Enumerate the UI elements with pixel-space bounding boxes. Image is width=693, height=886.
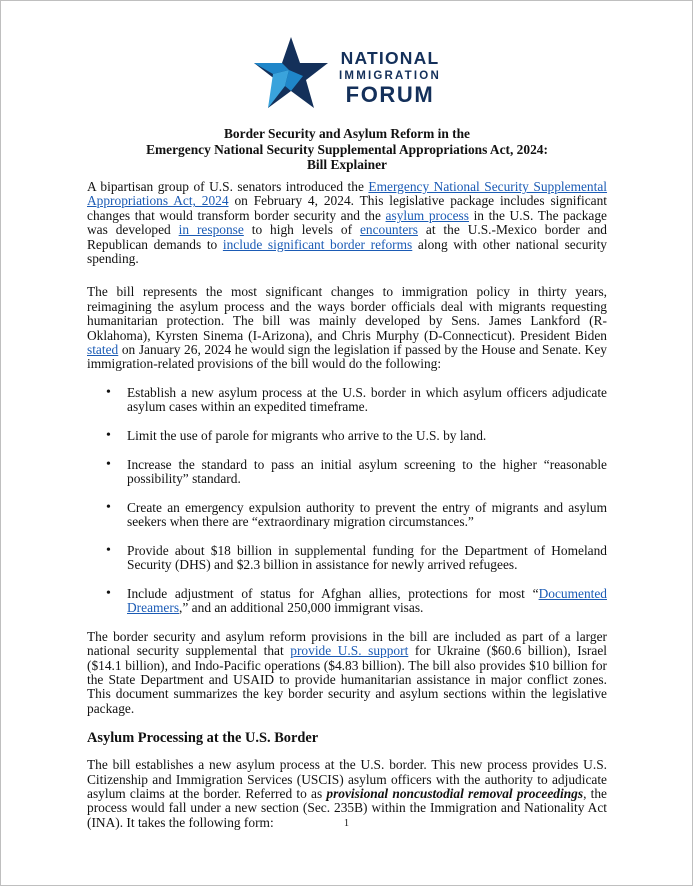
logo-text [337, 34, 443, 106]
intro-text: A bipartisan group of U.S. senators introduced the [87, 179, 369, 194]
funding-text: for Ukraine ($60.6 billion), Israel ($14.1 billion), and Indo-Pacific operations ($4.83 billion). The bill also provides $10 billion for the State Department and USAID to provide humanitarian assistance in major conflict zones. This document summarizes the key border security and asylum sections within the legislative package. [87, 643, 607, 716]
list-item-text: Provide about $18 billion in supplemental funding for the Department of Homeland Security (DHS) and $2.3 billion in assistance for newly arrived refugees. [127, 542, 607, 573]
link-in-response[interactable]: in response [178, 222, 244, 238]
asylum-text: , the process would fall under a new section (Sec. 235B) within the Immigration and Nationality Act (INA). It takes the following form: [87, 786, 608, 830]
bullet-icon: • [106, 542, 111, 558]
list-item [87, 386, 607, 415]
list-item-text: Establish a new asylum process at the U.S. border in which asylum officers adjudicate asylum cases within an expedited timeframe. [127, 384, 607, 415]
list-item [87, 501, 607, 530]
link-encounters[interactable]: encounters [359, 222, 418, 238]
link-stated[interactable]: stated [87, 342, 119, 358]
list-item [87, 587, 607, 616]
logo-line-immigration: IMMIGRATION [339, 69, 441, 82]
list-item-text: Limit the use of parole for migrants who arrive to the U.S. by land. [127, 427, 487, 443]
asylum-text: The bill establishes a new asylum process at the U.S. border. This new process provides U.S. Citizenship and Immigration Services (USCIS) asylum officers with the authority to adjudicate asylum claims at the border. Referred to as [87, 757, 607, 802]
bullet-icon: • [106, 384, 111, 400]
bullet-icon: • [106, 456, 111, 472]
overview-text: The bill represents the most significant changes to immigration policy in thirty years, reimagining the asylum process and the ways border officials deal with migrants requesting humanitarian protection. The bill was mainly developed by Sens. James Lankford (R-Oklahoma), Kyrsten Sinema (I-Arizona), and Chris Murphy (D-Connecticut). President Biden [87, 284, 607, 343]
intro-text: in the U.S. The package was developed [87, 207, 607, 238]
provisions-list [87, 386, 607, 616]
link-provide-us-support[interactable]: provide U.S. support [290, 643, 409, 659]
page-number: 1 [344, 818, 349, 829]
document-title [61, 126, 633, 173]
overview-text: on January 26, 2024 he would sign the legislation if passed by the House and Senate. Key immigration-related provisions of the bill would do the following: [87, 342, 607, 372]
link-emergency-supplemental-act[interactable]: Emergency National Security Supplemental Appropriations Act, 2024 [87, 179, 608, 209]
bullet-icon: • [106, 499, 111, 515]
logo-line-national: NATIONAL [340, 48, 440, 68]
link-documented-dreamers[interactable]: Documented Dreamers [127, 586, 607, 616]
title-line-3: Bill Explainer [307, 157, 387, 172]
title-line-2: Emergency National Security Supplemental Appropriations Act, 2024: [146, 141, 548, 157]
list-item-text: Create an emergency expulsion authority to prevent the entry of migrants and asylum seekers when there are “extraordinary migration circumstances.” [127, 499, 607, 530]
logo-line-forum: FORUM [345, 82, 435, 107]
intro-text: along with other national security spending. [87, 236, 607, 267]
bold-italic-term: provisional noncustodial removal proceedings [326, 786, 584, 802]
intro-text: to high levels of [243, 222, 360, 238]
overview-paragraph [87, 285, 607, 371]
bullet-icon: • [106, 427, 111, 443]
list-item [87, 429, 607, 443]
list-item [87, 544, 607, 573]
section-heading: Asylum Processing at the U.S. Border [87, 730, 319, 747]
funding-paragraph [87, 630, 607, 716]
national-immigration-forum-logo [251, 34, 446, 112]
document-body [87, 180, 607, 830]
intro-paragraph [87, 180, 607, 266]
list-item-text: Increase the standard to pass an initial asylum screening to the higher “reasonable possibility” standard. [127, 456, 607, 487]
bullet-icon: • [106, 586, 111, 602]
list-item-text: Include adjustment of status for Afghan allies, protections for most “ [127, 586, 539, 602]
intro-text: at the U.S.-Mexico border and Republican demands to [87, 222, 607, 252]
list-item-text: ,” and an additional 250,000 immigrant visas. [179, 600, 424, 616]
funding-text: The border security and asylum reform provisions in the bill are included as part of a larger national security supplemental that [87, 628, 607, 659]
star-logo-icon [251, 34, 331, 112]
link-asylum-process[interactable]: asylum process [385, 207, 469, 223]
intro-text: on February 4, 2024. This legislative package includes significant changes that would transform border security and the [87, 193, 607, 223]
list-item [87, 458, 607, 487]
link-include-border-reforms[interactable]: include significant border reforms [222, 236, 413, 252]
title-line-1: Border Security and Asylum Reform in the [224, 126, 470, 141]
